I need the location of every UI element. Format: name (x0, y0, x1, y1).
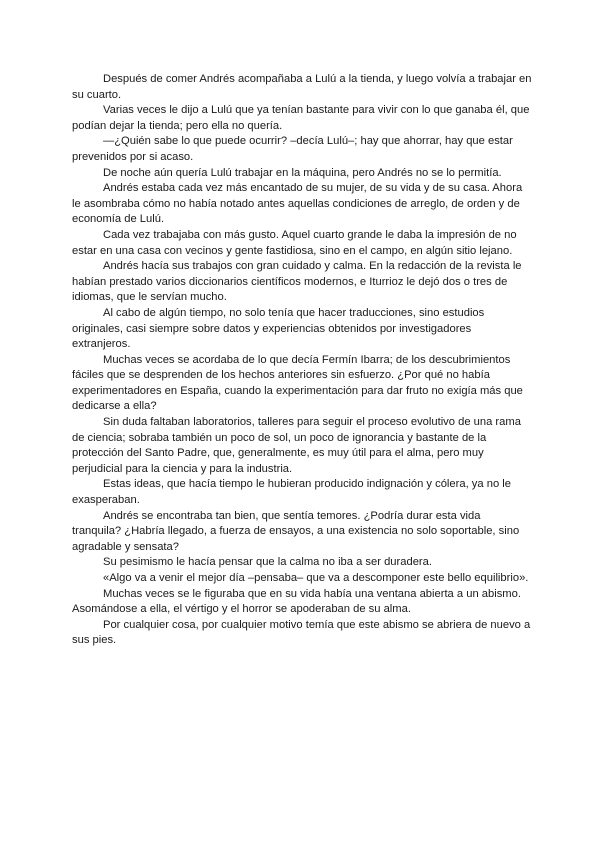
paragraph: —¿Quién sabe lo que puede ocurrir? –decía Lulú–; hay que ahorrar, hay que estar prevenidos por si acaso. (72, 135, 513, 163)
paragraph: De noche aún quería Lulú trabajar en la máquina, pero Andrés no se lo permitía. (103, 166, 502, 179)
paragraph: Cada vez trabajaba con más gusto. Aquel cuarto grande le daba la impresión de no estar en una casa con vecinos y gente fastidiosa, sino en el campo, en algún sitio lejano. (72, 228, 517, 257)
paragraph: «Algo va a venir el mejor día –pensaba– que va a descomponer este bello equilibrio». (103, 572, 529, 584)
paragraph: Sin duda faltaban laboratorios, talleres para seguir el proceso evolutivo de una rama de ciencia; sobraba también un poco de sol, un poco de ignorancia y bastante de la protección del Santo Padre, que, generalmente, es muy útil para el alma, pero muy perjudicial para la ciencia y para la industria. (72, 416, 521, 475)
paragraph: Andrés hacía sus trabajos con gran cuidado y calma. En la redacción de la revista le habían prestado varios diccionarios científicos modernos, e Iturrioz le dejó dos o tres de idiomas, que le servían mucho. (72, 260, 522, 304)
paragraph: Por cualquier cosa, por cualquier motivo temía que este abismo se abriera de nuevo a sus pies. (72, 618, 531, 647)
paragraph: Andrés estaba cada vez más encantado de su mujer, de su vida y de su casa. Ahora le asombraba cómo no había notado antes aquellas condiciones de arreglo, de orden y de economía de Lulú. (72, 182, 523, 226)
paragraph: Su pesimismo le hacía pensar que la calma no iba a ser duradera. (103, 556, 432, 569)
paragraph: Al cabo de algún tiempo, no solo tenía que hacer traducciones, sino estudios originales, casi siempre sobre datos y experiencias obtenidos por investigadores extranjeros. (72, 306, 485, 351)
paragraph: Varias veces le dijo a Lulú que ya tenían bastante para vivir con lo que ganaba él, que podían dejar la tienda; pero ella no quería. (72, 104, 530, 132)
paragraph: Estas ideas, que hacía tiempo le hubieran producido indignación y cólera, ya no le exasperaban. (72, 478, 511, 507)
paragraph: Después de comer Andrés acompañaba a Lulú a la tienda, y luego volvía a trabajar en su cuarto. (72, 73, 532, 101)
paragraph: Muchas veces se le figuraba que en su vida había una ventana abierta a un abismo. Asomándose a ella, el vértigo y el horror se apoderaban de su alma. (72, 587, 521, 616)
paragraph: Muchas veces se acordaba de lo que decía Fermín Ibarra; de los descubrimientos fáciles que se desprenden de los hechos anteriores sin esfuerzo. ¿Por qué no había experimentadores en España, cuando la experimentación para dar fruto no exigía más que dedicarse a ella? (72, 353, 523, 413)
paragraph: Andrés se encontraba tan bien, que sentía temores. ¿Podría durar esta vida tranquila? ¿Habría llegado, a fuerza de ensayos, a una existencia no solo soportable, sino agradable y sensata? (72, 509, 520, 553)
document-page (72, 72, 532, 649)
